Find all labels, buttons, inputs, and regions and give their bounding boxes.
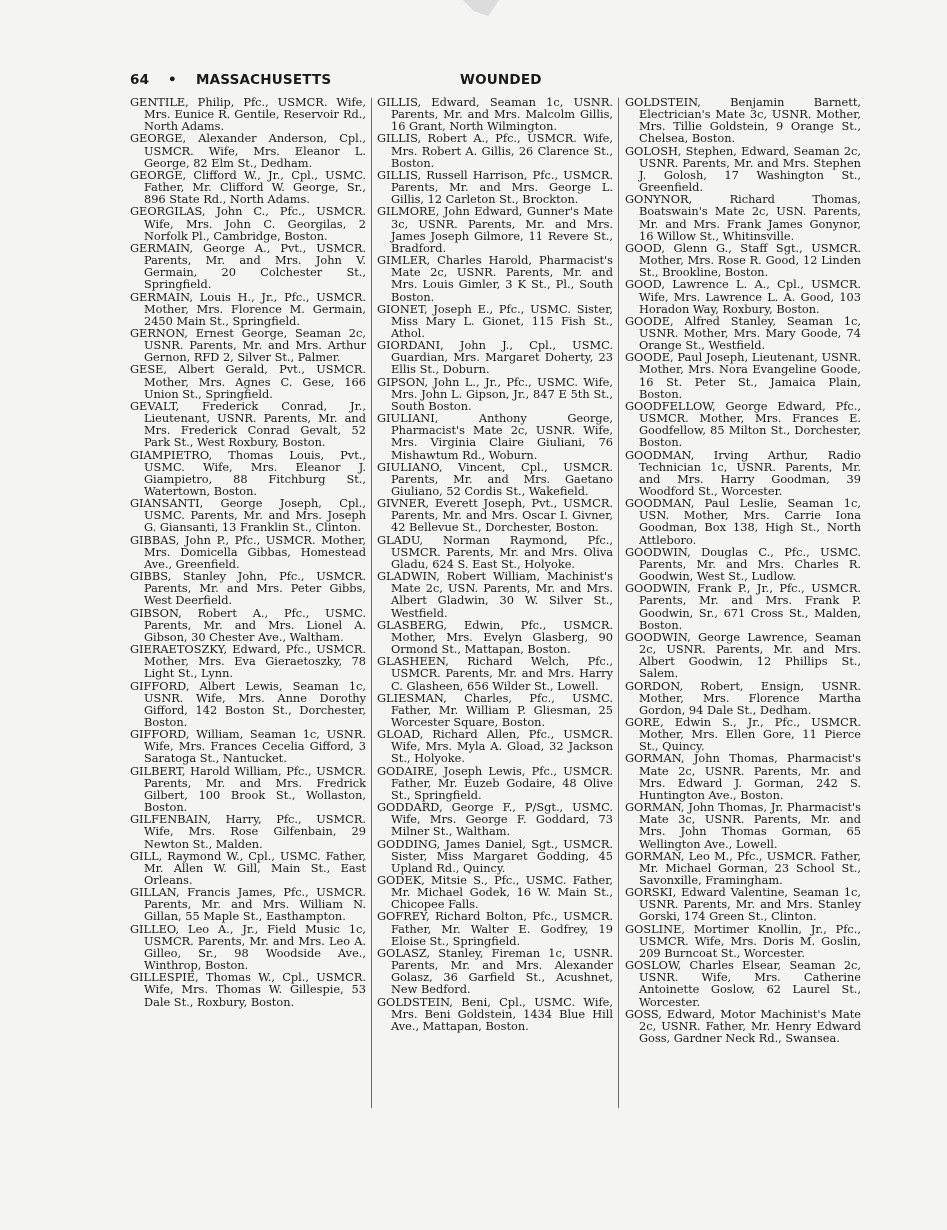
casualty-entry: GIBSON, Robert A., Pfc., USMC. Parents, Mr. and Mrs. Lionel A. Gibson, 30 Chester Ave., Waltham. [130,605,366,644]
casualty-entry: GOSLINE, Mortimer Knollin, Jr., Pfc., USMCR. Wife, Mrs. Doris M. Goslin, 209 Burncoat St., Worcester. [625,921,861,960]
casualty-entry: GIFFORD, William, Seaman 1c, USNR. Wife, Mrs. Frances Cecelia Gifford, 3 Saratoga St., Nantucket. [130,727,366,766]
casualty-entry: GODEK, Mitsie S., Pfc., USMC. Father, Mr. Michael Godek, 16 W. Main St., Chicopee Falls. [377,873,613,912]
casualty-entry: GORMAN, John Thomas, Pharmacist's Mate 2c, USNR. Parents, Mr. and Mrs. Edward J. Gorman, 242 S. Huntington Ave., Boston. [625,751,861,802]
casualty-entry: GORMAN, John Thomas, Jr. Pharmacist's Mate 3c, USNR. Parents, Mr. and Mrs. John Thomas Gorman, 65 Wellington Ave., Lowell. [625,800,861,851]
casualty-entry: GOSS, Edward, Motor Machinist's Mate 2c, USNR. Father, Mr. Henry Edward Goss, Gardner Neck Rd., Swansea. [625,1006,861,1046]
header-bullet: • [168,72,177,88]
casualty-entry: GIAMPIETRO, Thomas Louis, Pvt., USMC. Wife, Mrs. Eleanor J. Giampietro, 88 Fitchburg St., Watertown, Boston. [130,447,366,498]
casualty-entry: GORMAN, Leo M., Pfc., USMCR. Father, Mr. Michael Gorman, 23 School St., Savonxille, Framingham. [625,848,861,887]
casualty-entry: GORE, Edwin S., Jr., Pfc., USMCR. Mother, Mrs. Ellen Gore, 11 Pierce St., Quincy. [625,714,861,754]
casualty-entry: GOODFELLOW, George Edward, Pfc., USMCR. Mother, Mrs. Frances E. Goodfellow, 85 Milton St., Dorchester, Boston. [625,398,861,450]
column-divider [371,98,372,1108]
section-title: WOUNDED [460,72,542,88]
casualty-entry: GERMAIN, Louis H., Jr., Pfc., USMCR. Mother, Mrs. Florence M. Germain, 2450 Main St., Springfield. [130,289,366,328]
casualty-entry: GORDON, Robert, Ensign, USNR. Mother, Mrs. Florence Martha Gordon, 94 Dale St., Dedham. [625,678,861,717]
casualty-entry: GODDARD, George F., P/Sgt., USMC. Wife, Mrs. George F. Goddard, 73 Milner St., Waltham. [377,800,613,839]
casualty-entry: GOLASZ, Stanley, Fireman 1c, USNR. Parents, Mr. and Mrs. Alexander Golasz, 36 Garfield St., Acushnet, New Bedford. [377,945,613,997]
casualty-entry: GILLIS, Edward, Seaman 1c, USNR. Parents, Mr. and Mrs. Malcolm Gillis, 16 Grant, North Wilmington. [377,95,613,134]
casualty-entry: GODAIRE, Joseph Lewis, Pfc., USMCR. Father, Mr. Euzeb Godaire, 48 Olive St., Springfield. [377,763,613,802]
casualty-entry: GLADU, Norman Raymond, Pfc., USMCR. Parents, Mr. and Mrs. Oliva Gladu, 624 S. East St., Holyoke. [377,532,613,571]
casualty-entry: GILLEO, Leo A., Jr., Field Music 1c, USMCR. Parents, Mr. and Mrs. Leo A. Gilleo, Sr., 98 Woodside Ave., Winthrop, Boston. [130,921,366,973]
column-2 [377,96,613,1032]
casualty-entry: GILLIS, Russell Harrison, Pfc., USMCR. Parents, Mr. and Mrs. George L. Gillis, 12 Carleton St., Brockton. [377,167,613,207]
casualty-entry: GODDING, James Daniel, Sgt., USMCR. Sister, Miss Margaret Godding, 45 Upland Rd., Quincy. [377,836,613,875]
casualty-entry: GERNON, Ernest George, Seaman 2c, USNR. Parents, Mr. and Mrs. Arthur Gernon, RFD 2, Silver St., Palmer. [130,325,366,365]
casualty-entry: GERMAIN, George A., Pvt., USMCR. Parents, Mr. and Mrs. John V. Germain, 20 Colchester St., Springfield. [130,240,366,292]
casualty-entry: GOFREY, Richard Bolton, Pfc., USMCR. Father, Mr. Walter E. Godfrey, 19 Eloise St., Springfield. [377,909,613,948]
column-divider [618,98,619,1108]
casualty-entry: GOLDSTEIN, Beni, Cpl., USMC. Wife, Mrs. Beni Goldstein, 1434 Blue Hill Ave., Mattapan, Boston. [377,994,613,1033]
casualty-entry: GOODE, Alfred Stanley, Seaman 1c, USNR. Mother, Mrs. Mary Goode, 74 Orange St., Westfield. [625,313,861,353]
casualty-entry: GEVALT, Frederick Conrad, Jr., Lieutenant, USNR. Parents, Mr. and Mrs. Frederick Conrad Gevalt, 52 Park St., West Roxbury, Boston. [130,398,366,450]
casualty-entry: GOLOSH, Stephen, Edward, Seaman 2c, USNR. Parents, Mr. and Mrs. Stephen J. Golosh, 17 Washington St., Greenfield. [625,143,861,195]
casualty-entry: GOOD, Glenn G., Staff Sgt., USMCR. Mother, Mrs. Rose R. Good, 12 Linden St., Brookline, Boston. [625,240,861,280]
casualty-entry: GLADWIN, Robert William, Machinist's Mate 2c, USN. Parents, Mr. and Mrs. Albert Gladwin, 30 W. Silver St., Westfield. [377,569,613,620]
torn-edge [463,0,499,16]
casualty-entry: GOLDSTEIN, Benjamin Barnett, Electrician's Mate 3c, USNR. Mother, Mrs. Tillie Goldstein, 9 Orange St., Chelsea, Boston. [625,95,861,146]
casualty-entry: GLASBERG, Edwin, Pfc., USMCR. Mother, Mrs. Evelyn Glasberg, 90 Ormond St., Mattapan, Boston. [377,617,613,657]
casualty-entry: GIVNER, Everett Joseph, Pvt., USMCR. Parents, Mr. and Mrs. Oscar I. Givner, 42 Bellevue St., Dorchester, Boston. [377,496,613,535]
casualty-entry: GOODE, Paul Joseph, Lieutenant, USNR. Mother, Mrs. Nora Evangeline Goode, 16 St. Peter St., Jamaica Plain, Boston. [625,350,861,401]
casualty-entry: GOSLOW, Charles Elsear, Seaman 2c, USNR. Wife, Mrs. Catherine Antoinette Goslow, 62 Laurel St., Worcester. [625,958,861,1009]
casualty-entry: GILLESPIE, Thomas W., Cpl., USMCR. Wife, Mrs. Thomas W. Gillespie, 53 Dale St., Roxbury, Boston. [130,970,366,1009]
casualty-entry: GONYNOR, Richard Thomas, Boatswain's Mate 2c, USN. Parents, Mr. and Mrs. Frank James Gonynor, 16 Willow St., Whitinsville. [625,192,861,243]
casualty-entry: GILLAN, Francis James, Pfc., USMCR. Parents, Mr. and Mrs. William N. Gillan, 55 Maple St., Easthampton. [130,885,366,924]
casualty-entry: GIULIANI, Anthony George, Pharmacist's Mate 2c, USNR. Wife, Mrs. Virginia Claire Giuliani, 76 Mishawtum Rd., Woburn. [377,411,613,462]
casualty-entry: GORSKI, Edward Valentine, Seaman 1c, USNR. Parents, Mr. and Mrs. Stanley Gorski, 174 Green St., Clinton. [625,885,861,924]
page-number: 64 [130,72,150,88]
casualty-entry: GEORGE, Alexander Anderson, Cpl., USMCR. Wife, Mrs. Eleanor L. George, 82 Elm St., Dedham. [130,131,366,170]
casualty-entry: GOODMAN, Paul Leslie, Seaman 1c, USN. Mother, Mrs. Carrie Iona Goodman, Box 138, High St., North Attleboro. [625,496,861,547]
casualty-entry: GIPSON, John L., Jr., Pfc., USMC. Wife, Mrs. John L. Gipson, Jr., 847 E 5th St., South Boston. [377,374,613,413]
casualty-entry: GOODWIN, George Lawrence, Seaman 2c, USNR. Parents, Mr. and Mrs. Albert Goodwin, 12 Phillips St., Salem. [625,629,861,681]
casualty-entry: GIERAETOSZKY, Edward, Pfc., USMCR. Mother, Mrs. Eva Gieraetoszky, 78 Light St., Lynn. [130,642,366,681]
casualty-entry: GOOD, Lawrence L. A., Cpl., USMCR. Wife, Mrs. Lawrence L. A. Good, 103 Horadon Way, Roxbury, Boston. [625,277,861,316]
casualty-entry: GIULIANO, Vincent, Cpl., USMCR. Parents, Mr. and Mrs. Gaetano Giuliano, 52 Cordis St., Wakefield. [377,459,613,498]
casualty-entry: GIMLER, Charles Harold, Pharmacist's Mate 2c, USNR. Parents, Mr. and Mrs. Louis Gimler, 3 K St., Pl., South Boston. [377,253,613,304]
casualty-entry: GILFENBAIN, Harry, Pfc., USMCR. Wife, Mrs. Rose Gilfenbain, 29 Newton St., Malden. [130,812,366,851]
casualty-entry: GIFFORD, Albert Lewis, Seaman 1c, USNR. Wife, Mrs. Anne Dorothy Gifford, 142 Boston St., Dorchester, Boston. [130,678,366,729]
casualty-entry: GIONET, Joseph E., Pfc., USMC. Sister, Miss Mary L. Gionet, 115 Fish St., Athol. [377,301,613,340]
casualty-entry: GESE, Albert Gerald, Pvt., USMCR. Mother, Mrs. Agnes C. Gese, 166 Union St., Springfield. [130,362,366,401]
casualty-entry: GEORGILAS, John C., Pfc., USMCR. Wife, Mrs. John C. Georgilas, 2 Norfolk Pl., Cambridge, Boston. [130,204,366,243]
casualty-entry: GOODMAN, Irving Arthur, Radio Technician 1c, USNR. Parents, Mr. and Mrs. Harry Goodman, 39 Woodford St., Worcester. [625,447,861,498]
state-title: MASSACHUSETTS [196,72,332,88]
casualty-entry: GILBERT, Harold William, Pfc., USMCR. Parents, Mr. and Mrs. Fredrick Gilbert, 100 Brook St., Wollaston, Boston. [130,763,366,815]
casualty-entry: GOODWIN, Douglas C., Pfc., USMC. Parents, Mr. and Mrs. Charles R. Goodwin, West St., Ludlow. [625,544,861,584]
casualty-entry: GIANSANTI, George Joseph, Cpl., USMC. Parents, Mr. and Mrs. Joseph G. Giansanti, 13 Franklin St., Clinton. [130,496,366,535]
casualty-entry: GLOAD, Richard Allen, Pfc., USMCR. Wife, Mrs. Myla A. Gload, 32 Jackson St., Holyoke. [377,727,613,766]
casualty-entry: GIBBAS, John P., Pfc., USMCR. Mother, Mrs. Domicella Gibbas, Homestead Ave., Greenfield. [130,532,366,571]
casualty-entry: GIORDANI, John J., Cpl., USMC. Guardian, Mrs. Margaret Doherty, 23 Ellis St., Doburn. [377,338,613,377]
casualty-entry: GLIESMAN, Charles, Pfc., USMC. Father, Mr. William P. Gliesman, 25 Worcester Square, Boston. [377,690,613,729]
casualty-entry: GILL, Raymond W., Cpl., USMC. Father, Mr. Allen W. Gill, Main St., East Orleans. [130,848,366,887]
casualty-entry: GENTILE, Philip, Pfc., USMCR. Wife, Mrs. Eunice R. Gentile, Reservoir Rd., North Adams. [130,95,366,134]
page-header [130,72,870,92]
casualty-entry: GIBBS, Stanley John, Pfc., USMCR. Parents, Mr. and Mrs. Peter Gibbs, West Deerfield. [130,569,366,608]
casualty-entry: GEORGE, Clifford W., Jr., Cpl., USMC. Father, Mr. Clifford W. George, Sr., 896 State Rd., North Adams. [130,167,366,207]
casualty-entry: GOODWIN, Frank P., Jr., Pfc., USMCR. Parents, Mr. and Mrs. Frank P. Goodwin, Sr., 671 Cross St., Malden, Boston. [625,581,861,632]
column-3 [625,96,861,1044]
casualty-entry: GILMORE, John Edward, Gunner's Mate 3c, USNR. Parents, Mr. and Mrs. James Joseph Gilmore, 11 Revere St., Bradford. [377,204,613,255]
column-1 [130,96,366,1008]
casualty-entry: GILLIS, Robert A., Pfc., USMCR. Wife, Mrs. Robert A. Gillis, 26 Clarence St., Boston. [377,131,613,170]
casualty-entry: GLASHEEN, Richard Welch, Pfc., USMCR. Parents, Mr. and Mrs. Harry C. Glasheen, 656 Wilder St., Lowell. [377,654,613,693]
